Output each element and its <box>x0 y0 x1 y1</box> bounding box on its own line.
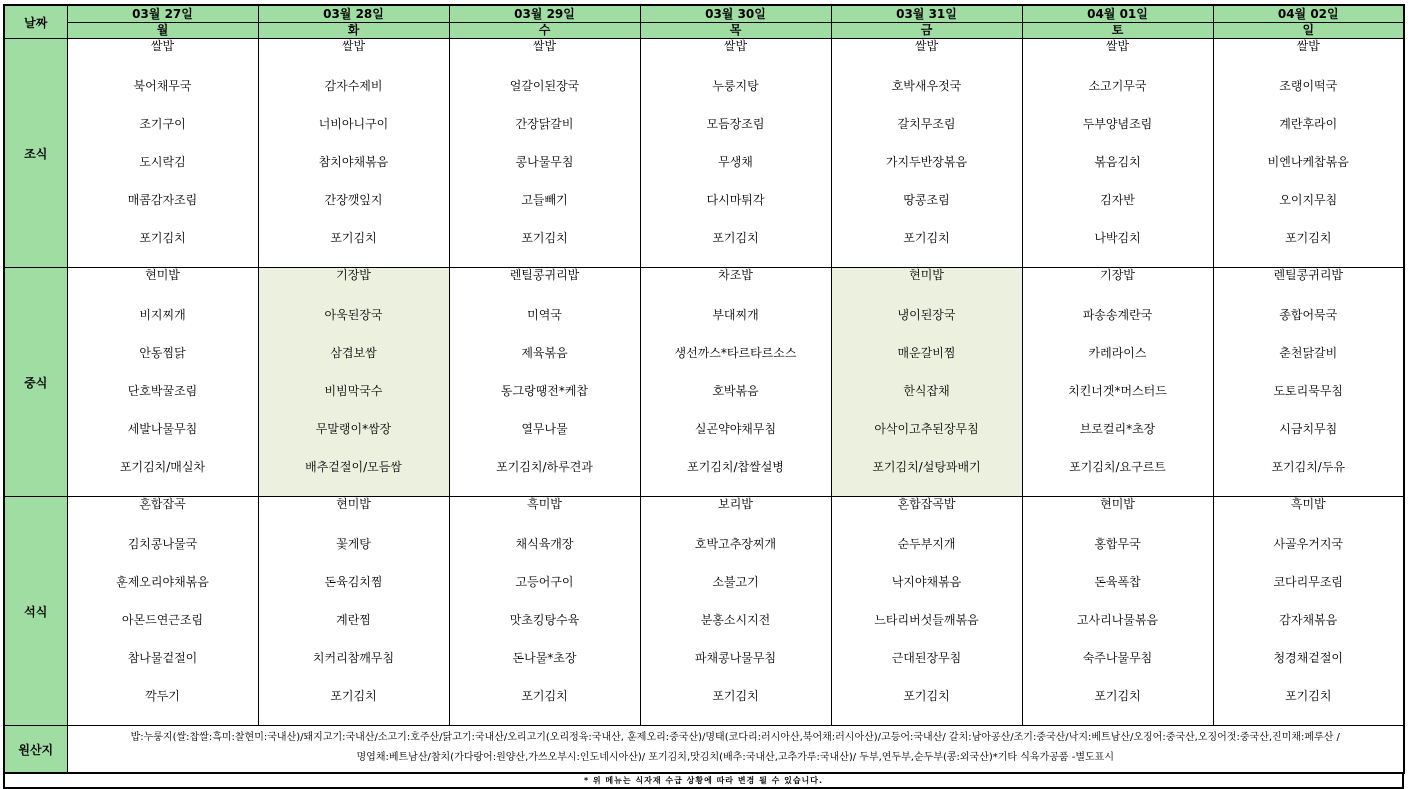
menu-cell <box>258 39 449 268</box>
menu-item: 사골우거지국 <box>1273 537 1344 551</box>
menu-item: 숙주나물무침 <box>1082 651 1153 665</box>
meal-row <box>4 39 1404 268</box>
menu-item: 청경채겉절이 <box>1273 651 1344 665</box>
menu-item: 도토리묵무침 <box>1273 384 1344 398</box>
menu-item: 고등어구이 <box>515 575 574 589</box>
origin-label: 원산지 <box>4 726 67 774</box>
menu-cell <box>449 39 640 268</box>
menu-item: 돈육김치찜 <box>324 575 383 589</box>
menu-item: 감자채볶음 <box>1279 613 1338 627</box>
menu-item: 현미밥 <box>145 268 180 282</box>
menu-item: 호박새우젓국 <box>891 79 962 93</box>
menu-item: 조기구이 <box>139 117 186 131</box>
date-row <box>4 5 1404 23</box>
menu-item: 포기김치 <box>712 689 759 703</box>
menu-cell <box>1022 39 1213 268</box>
menu-item: 훈제오리야채볶음 <box>116 575 209 589</box>
meal-row <box>4 268 1404 497</box>
date-cell: 03월 29일 <box>449 5 640 23</box>
weekday-cell: 목 <box>640 23 831 39</box>
menu-item: 돈나물*초장 <box>512 651 577 665</box>
menu-item: 흑미밥 <box>1290 497 1326 511</box>
menu-item: 무생채 <box>718 155 753 169</box>
menu-item: 포기김치 <box>1094 689 1141 703</box>
menu-item: 코다리무조림 <box>1273 575 1344 589</box>
menu-item: 렌틸콩귀리밥 <box>1273 268 1344 282</box>
menu-item: 기장밥 <box>1100 268 1135 282</box>
menu-item: 브로컬리*초장 <box>1079 422 1156 436</box>
menu-item: 북어채무국 <box>133 79 192 93</box>
menu-item: 두부양념조림 <box>1082 117 1153 131</box>
menu-item: 호박볶음 <box>712 384 759 398</box>
menu-item: 현미밥 <box>336 497 371 511</box>
menu-item: 쌀밥 <box>723 39 748 53</box>
menu-item: 포기김치 <box>1285 689 1332 703</box>
menu-item: 흑미밥 <box>527 497 562 511</box>
origin-line-1: 밥:누룽지(쌀:찹쌀:흑미:찰현미:국내산)/돼지고기:국내산/소고기:호주산/닭고기:국내산/오리고기(오리정육:국내산, 훈제오리:중국산)/명태(코다리:러시아산,북어채:러시아산)/고등어:국내산/ 갈치:남아공산/조기:중국산/낙지:베트남산/오징어:중국산,오징어젓:중국산,진미채:페루산 / <box>130 732 1340 743</box>
menu-item: 느타리버섯들깨볶음 <box>874 613 979 627</box>
menu-item: 조랭이떡국 <box>1279 79 1338 93</box>
weekday-cell: 화 <box>258 23 449 39</box>
menu-item: 포기김치 <box>712 231 759 245</box>
menu-item: 보리밥 <box>718 497 753 511</box>
menu-item: 순두부지개 <box>897 537 956 551</box>
menu-item: 안동찜닭 <box>139 346 186 360</box>
menu-item: 차조밥 <box>718 268 753 282</box>
menu-item: 삼겹보쌈 <box>330 346 377 360</box>
weekday-row <box>4 23 1404 39</box>
menu-item: 간장깻잎지 <box>324 193 383 207</box>
menu-item: 쌀밥 <box>914 39 939 53</box>
menu-item: 단호박꿀조림 <box>127 384 198 398</box>
origin-line-2: 명엽채:베트남산/참치(가다랑어:원양산,가쓰오부시:인도네시아산)/ 포기김치,맛김치(배추:국내산,고추가루:국내산)/ 두부,연두부,순두부(콩:외국산)*기타 식육가공품 -별도표시 <box>356 752 1114 763</box>
footer-note: * 위 메뉴는 식자재 수급 상황에 따라 변경 될 수 있습니다. <box>3 774 1404 789</box>
weekday-cell: 수 <box>449 23 640 39</box>
menu-cell <box>831 497 1022 726</box>
menu-cell <box>1022 497 1213 726</box>
menu-item: 포기김치/요구르트 <box>1069 460 1166 474</box>
menu-item: 포기김치 <box>1285 231 1332 245</box>
menu-item: 동그랑땡전*케찹 <box>500 384 589 398</box>
menu-cell <box>1213 268 1404 497</box>
menu-item: 포기김치 <box>521 689 568 703</box>
meal-rows <box>4 39 1404 726</box>
menu-item: 분홍소시지전 <box>700 613 771 627</box>
menu-item: 누룽지탕 <box>712 79 759 93</box>
menu-item: 포기김치 <box>903 231 950 245</box>
menu-cell <box>67 39 258 268</box>
menu-item: 볶음김치 <box>1094 155 1141 169</box>
weekday-cell: 월 <box>67 23 258 39</box>
menu-item: 오이지무침 <box>1279 193 1338 207</box>
menu-item: 비빔막국수 <box>324 384 383 398</box>
menu-item: 얼갈이된장국 <box>509 79 580 93</box>
menu-item: 가지두반장볶음 <box>885 155 968 169</box>
menu-item: 채식육개장 <box>515 537 574 551</box>
weekday-cell: 일 <box>1213 23 1404 39</box>
menu-item: 너비아니구이 <box>318 117 389 131</box>
date-header-label: 날짜 <box>4 5 67 39</box>
origin-row <box>4 726 1404 774</box>
menu-item: 간장닭갈비 <box>515 117 574 131</box>
menu-item: 파채콩나물무침 <box>694 651 777 665</box>
menu-item: 소불고기 <box>712 575 759 589</box>
menu-item: 다시마튀각 <box>706 193 765 207</box>
menu-item: 아삭이고추된장무침 <box>874 422 979 436</box>
menu-item: 아몬드연근조림 <box>121 613 204 627</box>
menu-item: 맛초킹탕수육 <box>509 613 580 627</box>
menu-item: 제육볶음 <box>521 346 568 360</box>
weekday-cell: 금 <box>831 23 1022 39</box>
menu-item: 근대된장무침 <box>891 651 962 665</box>
menu-item: 계란후라이 <box>1279 117 1338 131</box>
menu-item: 쌀밥 <box>341 39 366 53</box>
menu-item: 혼합잡곡밥 <box>897 497 956 511</box>
date-cell: 04월 01일 <box>1022 5 1213 23</box>
menu-item: 호박고추장찌개 <box>694 537 777 551</box>
menu-item: 현미밥 <box>909 268 944 282</box>
menu-item: 김자반 <box>1100 193 1135 207</box>
menu-item: 낙지야채볶음 <box>891 575 962 589</box>
menu-item: 콩나물무침 <box>515 155 574 169</box>
menu-item: 포기김치 <box>903 689 950 703</box>
menu-item: 혼합잡곡 <box>139 497 186 511</box>
menu-item: 포기김치/매실차 <box>119 460 206 474</box>
menu-item: 포기김치 <box>139 231 186 245</box>
menu-item: 무말랭이*쌈장 <box>315 422 392 436</box>
menu-cell <box>640 268 831 497</box>
meal-label: 중식 <box>4 268 67 497</box>
menu-item: 매운갈비찜 <box>897 346 956 360</box>
menu-item: 쌀밥 <box>532 39 557 53</box>
menu-item: 고들빼기 <box>521 193 568 207</box>
menu-item: 도시락김 <box>139 155 186 169</box>
menu-item: 카레라이스 <box>1088 346 1147 360</box>
menu-item: 종합어묵국 <box>1279 308 1338 322</box>
menu-item: 세발나물무침 <box>127 422 198 436</box>
menu-item: 냉이된장국 <box>897 308 956 322</box>
date-cell: 03월 28일 <box>258 5 449 23</box>
menu-item: 참치야채볶음 <box>318 155 389 169</box>
menu-item: 아욱된장국 <box>324 308 383 322</box>
menu-item: 치킨너겟*머스터드 <box>1068 384 1167 398</box>
menu-item: 실곤약야채무침 <box>694 422 777 436</box>
menu-item: 매콤감자조림 <box>127 193 198 207</box>
menu-cell <box>67 268 258 497</box>
menu-item: 포기김치 <box>330 689 377 703</box>
menu-item: 파송송계란국 <box>1082 308 1153 322</box>
menu-cell <box>67 497 258 726</box>
date-cell: 03월 27일 <box>67 5 258 23</box>
menu-item: 열무나물 <box>521 422 568 436</box>
menu-cell <box>258 268 449 497</box>
menu-item: 땅콩조림 <box>903 193 950 207</box>
menu-item: 소고기무국 <box>1088 79 1147 93</box>
menu-item: 쌀밥 <box>150 39 175 53</box>
menu-item: 감자수제비 <box>324 79 383 93</box>
menu-item: 배추겉절이/모듬쌈 <box>305 460 402 474</box>
date-cell: 03월 30일 <box>640 5 831 23</box>
weekday-cell: 토 <box>1022 23 1213 39</box>
date-cell: 03월 31일 <box>831 5 1022 23</box>
menu-item: 나박김치 <box>1094 231 1141 245</box>
menu-cell <box>640 497 831 726</box>
menu-item: 꽃게탕 <box>336 537 371 551</box>
menu-item: 쌀밥 <box>1296 39 1320 53</box>
menu-item: 현미밥 <box>1100 497 1135 511</box>
menu-cell <box>640 39 831 268</box>
menu-item: 치커리참깨무침 <box>312 651 395 665</box>
menu-item: 포기김치/두유 <box>1271 460 1346 474</box>
menu-item: 포기김치/찹쌀설병 <box>687 460 784 474</box>
menu-cell <box>831 268 1022 497</box>
menu-cell <box>831 39 1022 268</box>
menu-item: 포기김치/설탕꽈배기 <box>872 460 981 474</box>
menu-cell <box>1213 497 1404 726</box>
menu-item: 김치콩나물국 <box>127 537 198 551</box>
menu-item: 기장밥 <box>336 268 371 282</box>
menu-cell <box>258 497 449 726</box>
menu-item: 홍합무국 <box>1094 537 1141 551</box>
menu-item: 깍두기 <box>145 689 180 703</box>
meal-label: 조식 <box>4 39 67 268</box>
menu-item: 고사리나물볶음 <box>1076 613 1159 627</box>
menu-item: 한식잡채 <box>903 384 950 398</box>
menu-cell <box>1022 268 1213 497</box>
meal-row <box>4 497 1404 726</box>
origin-info <box>67 726 1404 774</box>
weekly-menu-table <box>3 4 1405 774</box>
menu-item: 포기김치 <box>521 231 568 245</box>
menu-item: 포기김치 <box>330 231 377 245</box>
meal-label: 석식 <box>4 497 67 726</box>
menu-item: 포기김치/하루견과 <box>496 460 593 474</box>
menu-item: 춘천닭갈비 <box>1279 346 1338 360</box>
date-cell: 04월 02일 <box>1213 5 1404 23</box>
menu-cell <box>1213 39 1404 268</box>
menu-item: 쌀밥 <box>1105 39 1130 53</box>
menu-item: 비지찌개 <box>139 308 186 322</box>
menu-cell <box>449 497 640 726</box>
menu-item: 생선까스*타르타르소스 <box>674 346 797 360</box>
menu-item: 렌틸콩귀리밥 <box>509 268 580 282</box>
menu-cell <box>449 268 640 497</box>
menu-item: 모듬장조림 <box>706 117 765 131</box>
menu-item: 참나물겉절이 <box>127 651 198 665</box>
menu-item: 미역국 <box>527 308 562 322</box>
menu-item: 부대찌개 <box>712 308 759 322</box>
menu-item: 시금치무침 <box>1279 422 1338 436</box>
menu-item: 비엔나케찹볶음 <box>1267 155 1349 169</box>
menu-item: 돈육폭찹 <box>1094 575 1141 589</box>
menu-item: 갈치무조림 <box>897 117 956 131</box>
menu-item: 계란찜 <box>336 613 371 627</box>
